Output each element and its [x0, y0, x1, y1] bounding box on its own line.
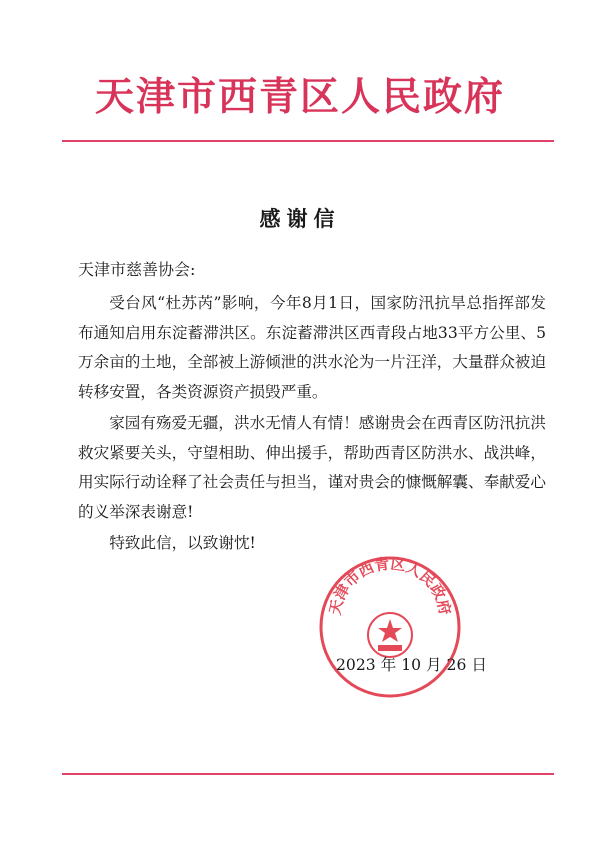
paragraph-1: 受台风“杜苏芮”影响，今年8月1日，国家防汛抗旱总指挥部发布通知启用东淀蓄滞洪区。东淀蓄滞洪区西青段占地33平方公里、5万余亩的土地，全部被上游倾泄的洪水沦为一片汪洋，大量群众被迫转移安置，各类资源资产损毁严重。: [78, 294, 546, 401]
letter-title: 感谢信: [259, 206, 341, 231]
national-emblem-icon: [368, 613, 412, 657]
official-seal: [318, 555, 462, 699]
paragraph-2: 家园有殇爱无疆，洪水无情人有情！感谢贵会在西青区防汛抗洪救灾紧要关头，守望相助、伸出援手，帮助西青区防洪水、战洪峰，用实际行动诠释了社会责任与担当，谨对贵会的慷慨解囊、奉献爱心的义举深表谢意!: [78, 414, 546, 521]
header-divider: [62, 140, 554, 142]
salutation: 天津市慈善协会:: [78, 260, 196, 279]
footer-divider: [62, 773, 554, 775]
paragraph-3: 特致此信，以致谢忱!: [109, 534, 256, 552]
organization-header: 天津市西青区人民政府: [94, 74, 505, 120]
seal-text: 天津市西青区人民政府: [325, 555, 455, 617]
svg-text:天津市西青区人民政府: [326, 555, 454, 617]
letter-date: 2023 年 10 月 26 日: [336, 656, 487, 674]
letter-body: [78, 289, 546, 561]
